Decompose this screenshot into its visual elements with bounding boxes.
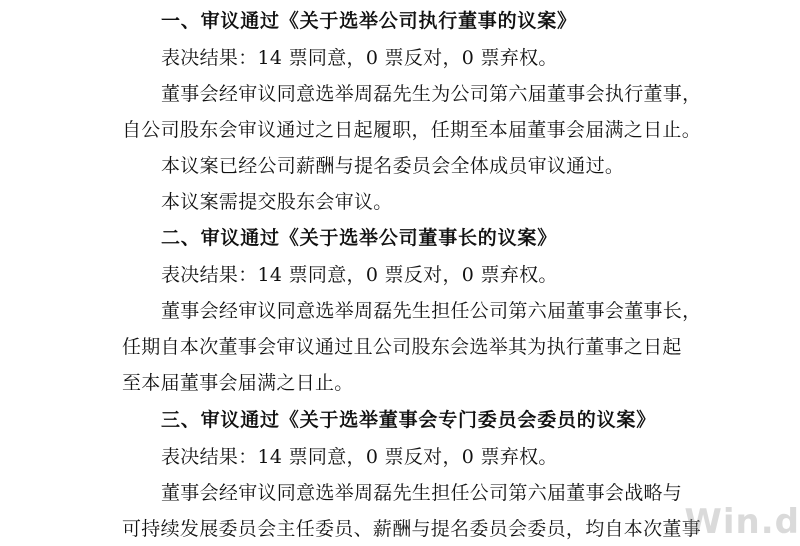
section-1-body-line-2: 自公司股东会审议通过之日起履职，任期至本届董事会届满之日止。 — [122, 119, 702, 141]
section-2-body-line-2: 任期自本次董事会审议通过且公司股东会选举其为执行董事之日起 — [122, 336, 682, 358]
section-3-body-line-1: 董事会经审议同意选举周磊先生担任公司第六届董事会战略与 — [161, 482, 683, 504]
section-1-body-line-1: 董事会经审议同意选举周磊先生为公司第六届董事会执行董事， — [161, 83, 702, 105]
section-3-vote-result: 表决结果：14 票同意，0 票反对，0 票弃权。 — [161, 446, 558, 468]
section-1-note-2: 本议案需提交股东会审议。 — [161, 191, 393, 213]
section-2-vote-result: 表决结果：14 票同意，0 票反对，0 票弃权。 — [161, 264, 558, 286]
section-1-note-1: 本议案已经公司薪酬与提名委员会全体成员审议通过。 — [161, 155, 625, 177]
section-1-vote-result: 表决结果：14 票同意，0 票反对，0 票弃权。 — [161, 47, 558, 69]
section-2-heading: 二、审议通过《关于选举公司董事长的议案》 — [161, 227, 558, 249]
section-1-heading: 一、审议通过《关于选举公司执行董事的议案》 — [161, 10, 577, 32]
section-3-heading: 三、审议通过《关于选举董事会专门委员会委员的议案》 — [161, 409, 657, 431]
section-3-body-line-2: 可持续发展委员会主任委员、薪酬与提名委员会委员，均自本次董事 — [122, 518, 702, 540]
section-2-body-line-3: 至本届董事会届满之日止。 — [122, 372, 354, 394]
wind-watermark: Win.d — [684, 502, 800, 542]
section-2-body-line-1: 董事会经审议同意选举周磊先生担任公司第六届董事会董事长， — [161, 300, 702, 322]
